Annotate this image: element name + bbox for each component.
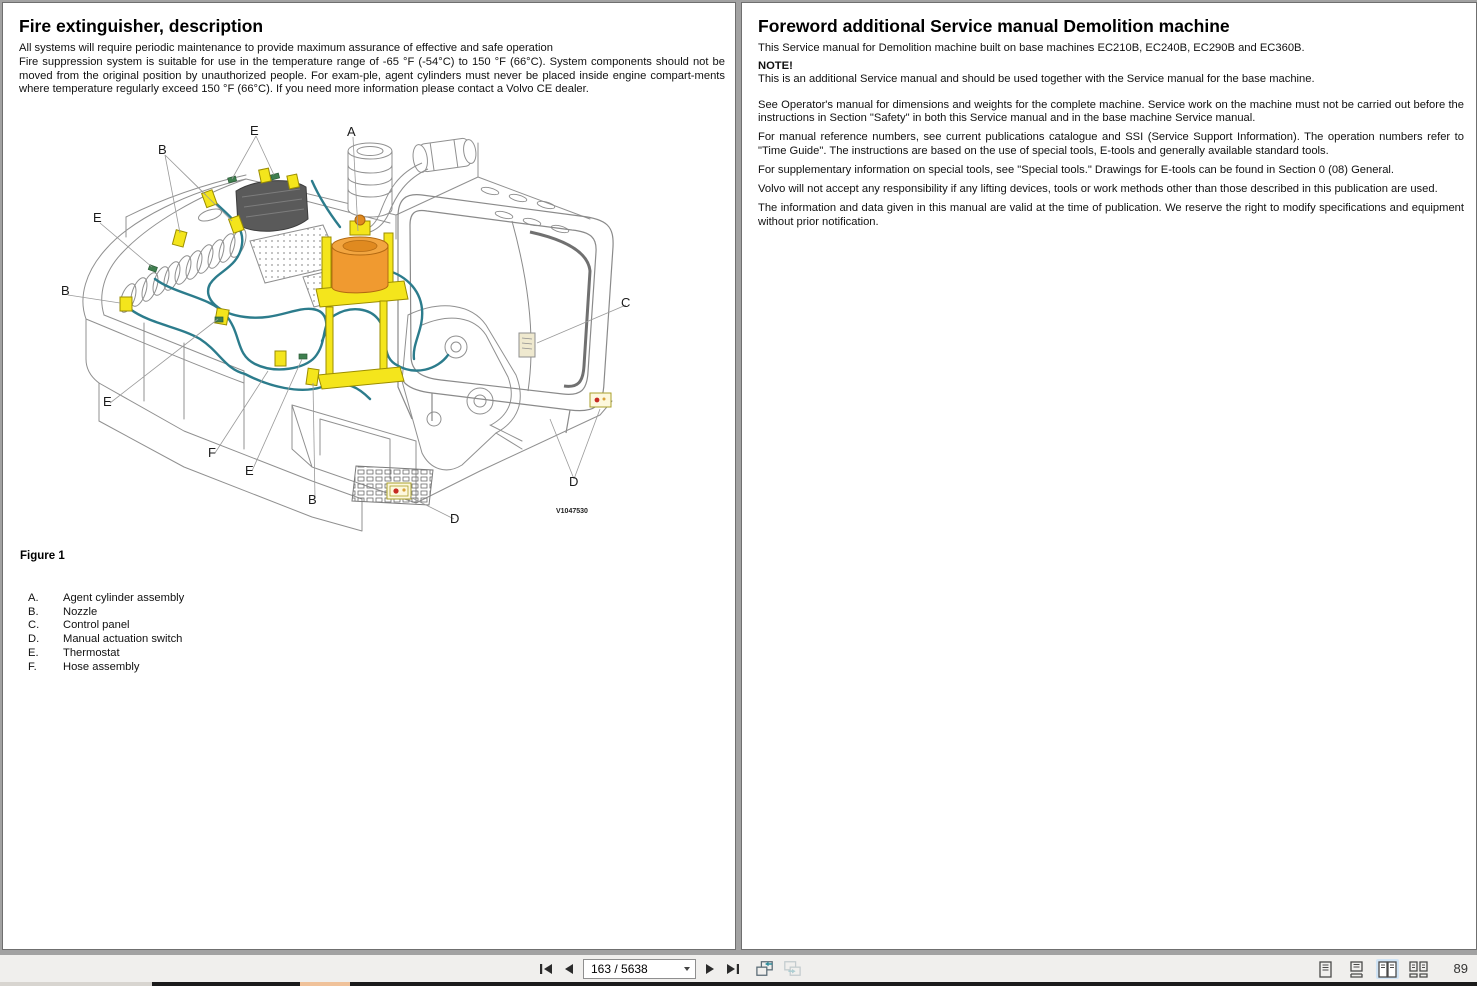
diagram-callout: E (93, 210, 102, 225)
legend-letter: A. (28, 592, 39, 604)
legend-letter: C. (28, 619, 40, 632)
right-paragraph-intro: This Service manual for Demolition machine built on base machines EC210B, EC240B, EC290B and EC360B. (758, 42, 1305, 54)
legend-letter: E. (28, 646, 39, 659)
right-paragraph: For manual reference numbers, see current publications catalogue and SSI (Service Support Information). The operation numbers refer to "Time Guide". The instructions are based on the use of special tools, E-tools and generally available standard tools. (758, 131, 1464, 158)
two-page-continuous-view-button[interactable] (1407, 959, 1430, 979)
legend-item (28, 606, 184, 620)
legend-item (28, 647, 184, 661)
previous-view-icon (756, 960, 774, 977)
right-paragraph: Volvo will not accept any responsibility if any lifting devices, tools or work methods other than those described in this publication are used. (758, 183, 1438, 196)
viewer-toolbar (0, 955, 1477, 982)
left-paragraph-1: All systems will require periodic maintenance to provide maximum assurance of effective and safe operation (19, 42, 553, 54)
figure-code: V1047530 (556, 508, 588, 515)
single-page-view-button[interactable] (1314, 959, 1337, 979)
continuous-view-icon (1349, 961, 1364, 978)
legend-item (28, 661, 184, 675)
next-page-button[interactable] (701, 960, 719, 978)
right-page-title: Foreword additional Service manual Demolition machine (758, 16, 1230, 36)
next-page-icon (705, 963, 715, 975)
legend-text: Thermostat (63, 646, 120, 659)
fire-suppression-diagram (60, 119, 644, 535)
continuous-view-button[interactable] (1345, 959, 1368, 979)
next-view-button[interactable] (783, 960, 801, 978)
last-page-button[interactable] (724, 960, 742, 978)
right-page-body (758, 42, 1464, 235)
diagram-callout: E (103, 394, 112, 409)
two-page-view-icon (1378, 961, 1397, 978)
view-history-group (756, 960, 801, 978)
taskbar-edge-accent-segment (300, 982, 350, 986)
previous-page-button[interactable] (560, 960, 578, 978)
callout-letters (61, 123, 630, 526)
figure-caption: Figure 1 (20, 550, 65, 562)
page-navigation-group (537, 958, 801, 979)
legend-item (28, 619, 184, 633)
legend-letter: B. (28, 605, 39, 618)
previous-view-button[interactable] (756, 960, 774, 978)
figure-legend (28, 592, 184, 674)
note-label: NOTE! (758, 59, 793, 72)
page-left (2, 2, 736, 950)
legend-item (28, 592, 184, 606)
callout-leader-lines (68, 136, 626, 519)
legend-text: Control panel (63, 619, 130, 632)
diagram-callout: E (250, 123, 259, 138)
taskbar-edge (0, 982, 1477, 986)
engine-block (236, 181, 308, 232)
legend-item (28, 633, 184, 647)
left-paragraph-2: Fire suppression system is suitable for use in the temperature range of -65 °F (-54°C) to 150 °F (66°C). System components should not be moved from the original position by unauthorized people. For exam-ple, agent cylinders must never be placed inside engine compart-ments where temperature regularly exceed 150 °F (66°C). If you need more information please contact a Volvo CE dealer. (19, 56, 725, 96)
two-page-view-button[interactable] (1376, 959, 1399, 979)
diagram-callout: B (61, 283, 70, 298)
two-page-continuous-view-icon (1409, 961, 1428, 978)
previous-page-icon (564, 963, 574, 975)
diagram-callout: D (450, 511, 460, 526)
left-page-title: Fire extinguisher, description (19, 16, 264, 36)
legend-text: Manual actuation switch (63, 633, 183, 646)
diagram-callout: E (245, 463, 254, 478)
legend-letter: D. (28, 633, 40, 646)
first-page-button[interactable] (537, 960, 555, 978)
legend-letter: F. (28, 660, 37, 673)
zoom-level-value[interactable]: 89 (1453, 961, 1468, 976)
last-page-icon (726, 963, 740, 975)
legend-text: Hose assembly (63, 660, 140, 673)
right-paragraph: For supplementary information on special tools, see "Special tools." Drawings for E-tools can be found in Section 0 (08) General. (758, 164, 1395, 177)
legend-text: Agent cylinder assembly (63, 592, 185, 604)
cab-outline (398, 186, 613, 433)
diagram-callout: B (158, 142, 167, 157)
diagram-callout: F (208, 445, 216, 460)
right-paragraph: The information and data given in this manual are valid at the time of publication. We reserve the right to modify specifications and equipment without prior notification. (758, 202, 1464, 228)
diagram-callout: D (569, 474, 579, 489)
next-view-icon (783, 960, 801, 977)
page-layout-group (1314, 959, 1430, 979)
control-panel (519, 333, 535, 357)
page-indicator-value: 163 / 5638 (591, 961, 648, 976)
first-page-icon (539, 963, 553, 975)
page-dropdown-caret-icon (684, 967, 690, 971)
diagram-callout: A (347, 124, 356, 139)
exhaust-system (348, 137, 478, 232)
note-text: This is an additional Service manual and should be used together with the Service manual for the base machine. (758, 73, 1315, 86)
right-paragraph: See Operator's manual for dimensions and weights for the complete machine. Service work on the machine must not be carried out before the instructions in Section "Safety" in both this Service manual and in the base machine Service manual. (758, 98, 1464, 125)
single-page-view-icon (1318, 961, 1333, 978)
taskbar-edge-light-segment (0, 982, 152, 986)
page-right (741, 2, 1477, 950)
diagram-callout: C (621, 295, 631, 310)
page-number-input[interactable] (583, 959, 696, 979)
legend-text: Nozzle (63, 605, 98, 618)
diagram-callout: B (308, 492, 317, 507)
